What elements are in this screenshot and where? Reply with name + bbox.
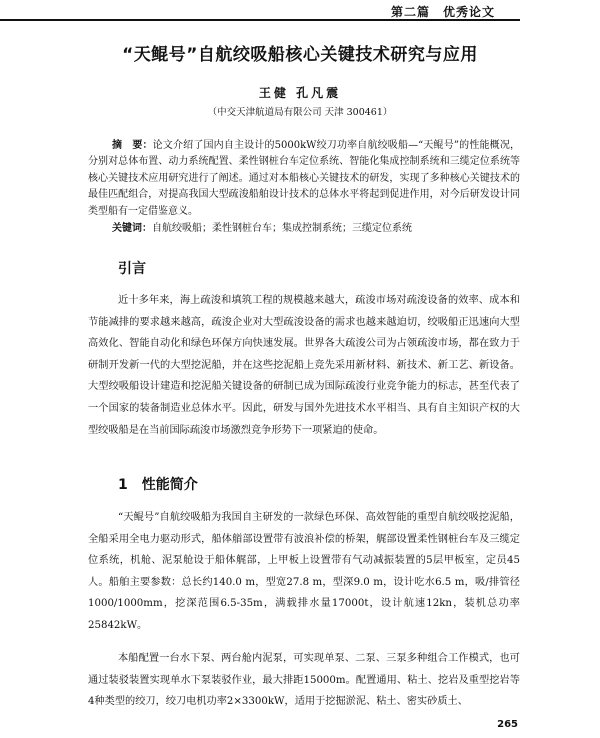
section-1-paragraph-2: 本船配置一台水下泵、两台舱内泥泵，可实现单泵、二泵、三泵多种组合工作模式，也可通过装驳装置实现单水下泵装驳作业，最大排距15000m。配置通用、粘土、挖岩及重型挖岩等4种类型的绞刀，绞刀电机功率2×3300kW，适用于挖掘淤泥、粘土、密实砂质土、	[88, 653, 520, 708]
abstract-label: 摘 要：	[112, 140, 153, 151]
section-label: 第二篇 优秀论文	[390, 5, 495, 19]
keywords-text: 自航绞吸船；柔性钢桩台车；集成控制系统；三缆定位系统	[152, 223, 412, 234]
abstract	[88, 138, 520, 220]
page-number: 265	[497, 719, 518, 730]
running-header	[0, 0, 600, 20]
keywords	[88, 221, 520, 237]
paper-title: “天鲲号”自航绞吸船核心关键技术研究与应用	[122, 45, 478, 65]
abstract-text: 论文介绍了国内自主设计的5000kW绞刀功率自航绞吸船—“天鲲号”的性能概况，分别对总体布置、动力系统配置、柔性钢桩台车定位系统、智能化集成控制系统和三缆定位系统等核心关键技术应用研究进行了阐述。通过对本船核心关键技术的研发，实现了多种核心关键技术的最佳匹配组合，对提高我国大型疏浚船舶设计技术的总体水平将起到促进作用，对今后研发设计同类型船有一定借鉴意义。	[88, 140, 521, 217]
intro-heading: 引言	[118, 261, 146, 277]
paper-affiliation: （中交天津航道局有限公司 天津 300461）	[207, 107, 393, 118]
intro-paragraph: 近十多年来，海上疏浚和填筑工程的规模越来越大，疏浚市场对疏浚设备的效率、成本和节能减排的要求越来越高，疏浚企业对大型疏浚设备的需求也越来越迫切，绞吸船正迅速向大型高效化、智能自动化和绿色环保方向快速发展。世界各大疏浚公司为占领疏浚市场，都在致力于研制开发新一代的大型挖泥船，并在这些挖泥船上竞先采用新材料、新技术、新工艺、新设备。大型绞吸船设计建造和挖泥船关键设备的研制已成为国际疏浚行业竞争能力的标志，甚至代表了一个国家的装备制造业总体水平。因此，研发与国外先进技术水平相当、具有自主知识产权的大型绞吸船是在当前国际疏浚市场激烈竞争形势下一项紧迫的使命。	[88, 295, 520, 436]
keywords-label: 关键词：	[112, 223, 152, 234]
header-rule	[0, 19, 520, 21]
section-1-heading: 1 性能简介	[118, 477, 198, 493]
paper-authors: 王健 孔凡震	[258, 86, 342, 100]
section-1-paragraph-1: “天鲲号”自航绞吸船为我国自主研发的一款绿色环保、高效智能的重型自航绞吸挖泥船，全船采用全电力驱动形式，船体艏部设置带有波浪补偿的桥架，艉部设置柔性钢桩台车及三缆定位系统，机舱、泥泵舱设于船体艉部，上甲板上设置带有气动减振装置的5层甲板室，定员45人。船舶主要参数：总长约140.0 m，型宽27.8 m，型深9.0 m，设计吃水6.5 m，吸/排管径1000/1000mm，挖深范围6.5-35m，满载排水量17000t，设计航速12kn，装机总功率25842kW。	[88, 512, 520, 631]
